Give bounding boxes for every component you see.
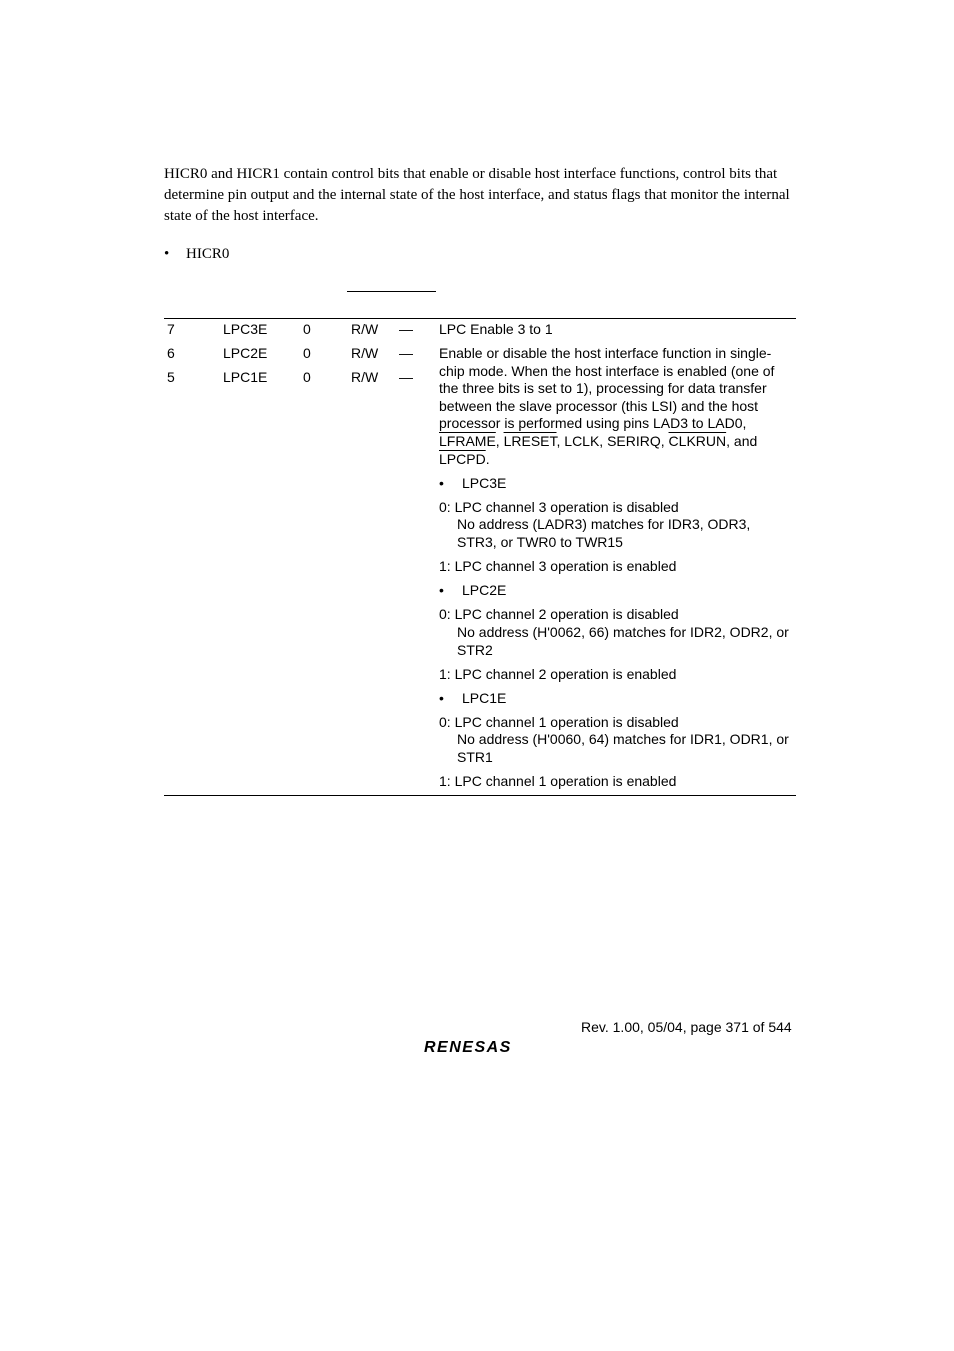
section-heading xyxy=(164,244,229,265)
section-title: HICR0 xyxy=(186,246,230,262)
setting-one: 1: LPC channel 1 operation is enabled xyxy=(439,773,677,790)
register-bit-table xyxy=(164,318,796,796)
bullet-label: LPC3E xyxy=(462,474,507,491)
bit-number: 6 xyxy=(167,345,175,361)
separator: , LCLK, SERIRQ, xyxy=(556,433,669,450)
description-paragraph xyxy=(439,345,791,468)
setting-one: 1: LPC channel 2 operation is enabled xyxy=(439,665,677,682)
rw-access: R/W xyxy=(351,345,379,361)
bullet-glyph: • xyxy=(439,689,444,706)
bullet-glyph: • xyxy=(439,474,444,491)
rw-access: R/W xyxy=(351,321,379,337)
logo-text: RENESAS xyxy=(424,1039,512,1056)
pin-lpcpd: LPCPD xyxy=(439,450,486,467)
initial-value: 0 xyxy=(303,345,311,361)
initial-value: 0 xyxy=(303,369,311,385)
description-text: Enable or disable the host interface function in single-chip mode. When the host interface is enabled (one of the three bits is set to 1), processing for data transfer between the slave processor (this LSI) and the host processor is performed using pins LAD3 to LAD0, xyxy=(439,345,775,432)
dash-cell: — xyxy=(399,321,413,337)
pin-lreset: LRESET xyxy=(503,433,557,450)
pin-clkrun: CLKRUN xyxy=(668,433,727,450)
separator: , and xyxy=(726,433,758,450)
bit-bullet xyxy=(439,690,791,708)
bit-number: 7 xyxy=(167,321,175,337)
bit-number: 5 xyxy=(167,369,175,385)
page-footer-revision: Rev. 1.00, 05/04, page 371 of 544 xyxy=(581,1019,792,1035)
bit-bullet xyxy=(439,582,791,600)
register-name-underline xyxy=(347,291,436,292)
bit-name: LPC1E xyxy=(223,369,268,385)
bit-name: LPC2E xyxy=(223,345,268,361)
dash-cell: — xyxy=(399,369,413,385)
bullet-label: LPC2E xyxy=(462,582,507,599)
sentence-end: . xyxy=(485,450,490,467)
setting-zero: 0: LPC channel 2 operation is disabled xyxy=(439,606,679,623)
bit-bullet xyxy=(439,475,791,493)
dash-cell: — xyxy=(399,345,413,361)
bullet-glyph: • xyxy=(439,582,444,599)
setting-zero: 0: LPC channel 3 operation is disabled xyxy=(439,498,679,515)
setting-one: 1: LPC channel 3 operation is enabled xyxy=(439,558,677,575)
renesas-logo xyxy=(422,1036,542,1061)
setting-zero-detail: No address (H'0062, 66) matches for IDR2, ODR2, or STR2 xyxy=(457,623,789,658)
setting-zero-detail: No address (H'0060, 64) matches for IDR1, ODR1, or STR1 xyxy=(457,731,789,765)
bullet-label: LPC1E xyxy=(462,689,507,706)
setting-zero: 0: LPC channel 1 operation is disabled xyxy=(439,713,679,730)
initial-value: 0 xyxy=(303,321,311,337)
bit-name: LPC3E xyxy=(223,321,268,337)
description-title: LPC Enable 3 to 1 xyxy=(439,321,553,337)
intro-paragraph: HICR0 and HICR1 contain control bits that enable or disable host interface functions, control bits that determine pin output and the internal state of the host interface, and status flags that monitor the internal state of the host interface. xyxy=(164,166,790,224)
pin-lframe: LFRAME xyxy=(439,433,496,450)
rw-access: R/W xyxy=(351,369,379,385)
setting-zero-detail: No address (LADR3) matches for IDR3, ODR3, STR3, or TWR0 to TWR15 xyxy=(457,516,751,551)
separator: , xyxy=(495,433,504,450)
bullet-glyph: • xyxy=(164,246,170,262)
description-cell xyxy=(439,321,791,791)
